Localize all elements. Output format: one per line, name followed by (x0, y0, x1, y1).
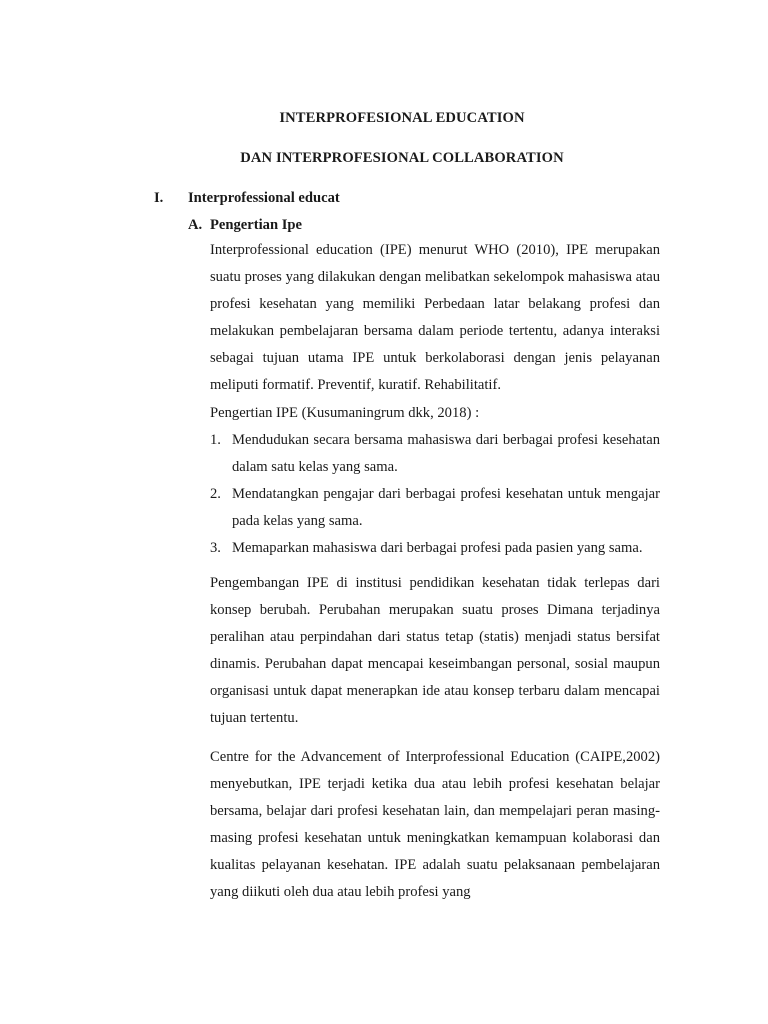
section-title: Interprofessional educat (188, 190, 340, 206)
list-item (210, 535, 660, 562)
document-title-line-2: DAN INTERPROFESIONAL COLLABORATION (240, 150, 564, 166)
paragraph-caipe: Centre for the Advancement of Interprofessional Education (CAIPE,2002) menyebutkan, IPE terjadi ketika dua atau lebih profesi kesehatan belajar bersama, belajar dari profesi kesehatan lain, dan mempelajari peran masing-masing profesi kesehatan untuk meningkatkan kemampuan kolaborasi dan kualitas pelayanan kesehatan. IPE adalah suatu pelaksanaan pembelajaran yang diikuti oleh dua atau lebih profesi yang (210, 749, 660, 900)
paragraph-ipe-definition: Interprofessional education (IPE) menurut WHO (2010), IPE merupakan suatu proses yang dilakukan dengan melibatkan sekelompok mahasiswa atau profesi kesehatan yang memiliki Perbedaan latar belakang profesi dan melakukan pembelajaran bersama dalam periode tertentu, adanya interaksi sebagai tujuan utama IPE untuk berkolaborasi dengan jenis pelayanan meliputi formatif. Preventif, kuratif. Rehabilitatif. (210, 242, 660, 393)
document-title-line-1: INTERPROFESIONAL EDUCATION (279, 110, 525, 126)
list-item-number: 3. (210, 540, 221, 556)
list-item (210, 481, 660, 535)
list-item-text: Mendudukan secara bersama mahasiswa dari berbagai profesi kesehatan dalam satu kelas yang sama. (232, 432, 660, 475)
section-number: I. (154, 190, 164, 206)
subsection-letter: A. (188, 217, 203, 233)
list-item-text: Memaparkan mahasiswa dari berbagai profesi pada pasien yang sama. (232, 540, 643, 556)
subsection-title: Pengertian Ipe (210, 217, 303, 233)
list-item-text: Mendatangkan pengajar dari berbagai profesi kesehatan untuk mengajar pada kelas yang sama. (232, 486, 660, 529)
list-item-number: 1. (210, 432, 221, 448)
list-intro: Pengertian IPE (Kusumaningrum dkk, 2018) : (210, 405, 480, 421)
paragraph-ipe-development: Pengembangan IPE di institusi pendidikan kesehatan tidak terlepas dari konsep berubah. Perubahan merupakan suatu proses Dimana terjadinya peralihan atau perpindahan dari status tetap (statis) menjadi status bersifat dinamis. Perubahan dapat mencapai keseimbangan personal, sosial maupun organisasi untuk dapat menerapkan ide atau konsep terbaru dalam mencapai tujuan tertentu. (210, 575, 660, 726)
ipe-list (210, 427, 660, 562)
list-item (210, 427, 660, 481)
list-item-number: 2. (210, 486, 221, 502)
